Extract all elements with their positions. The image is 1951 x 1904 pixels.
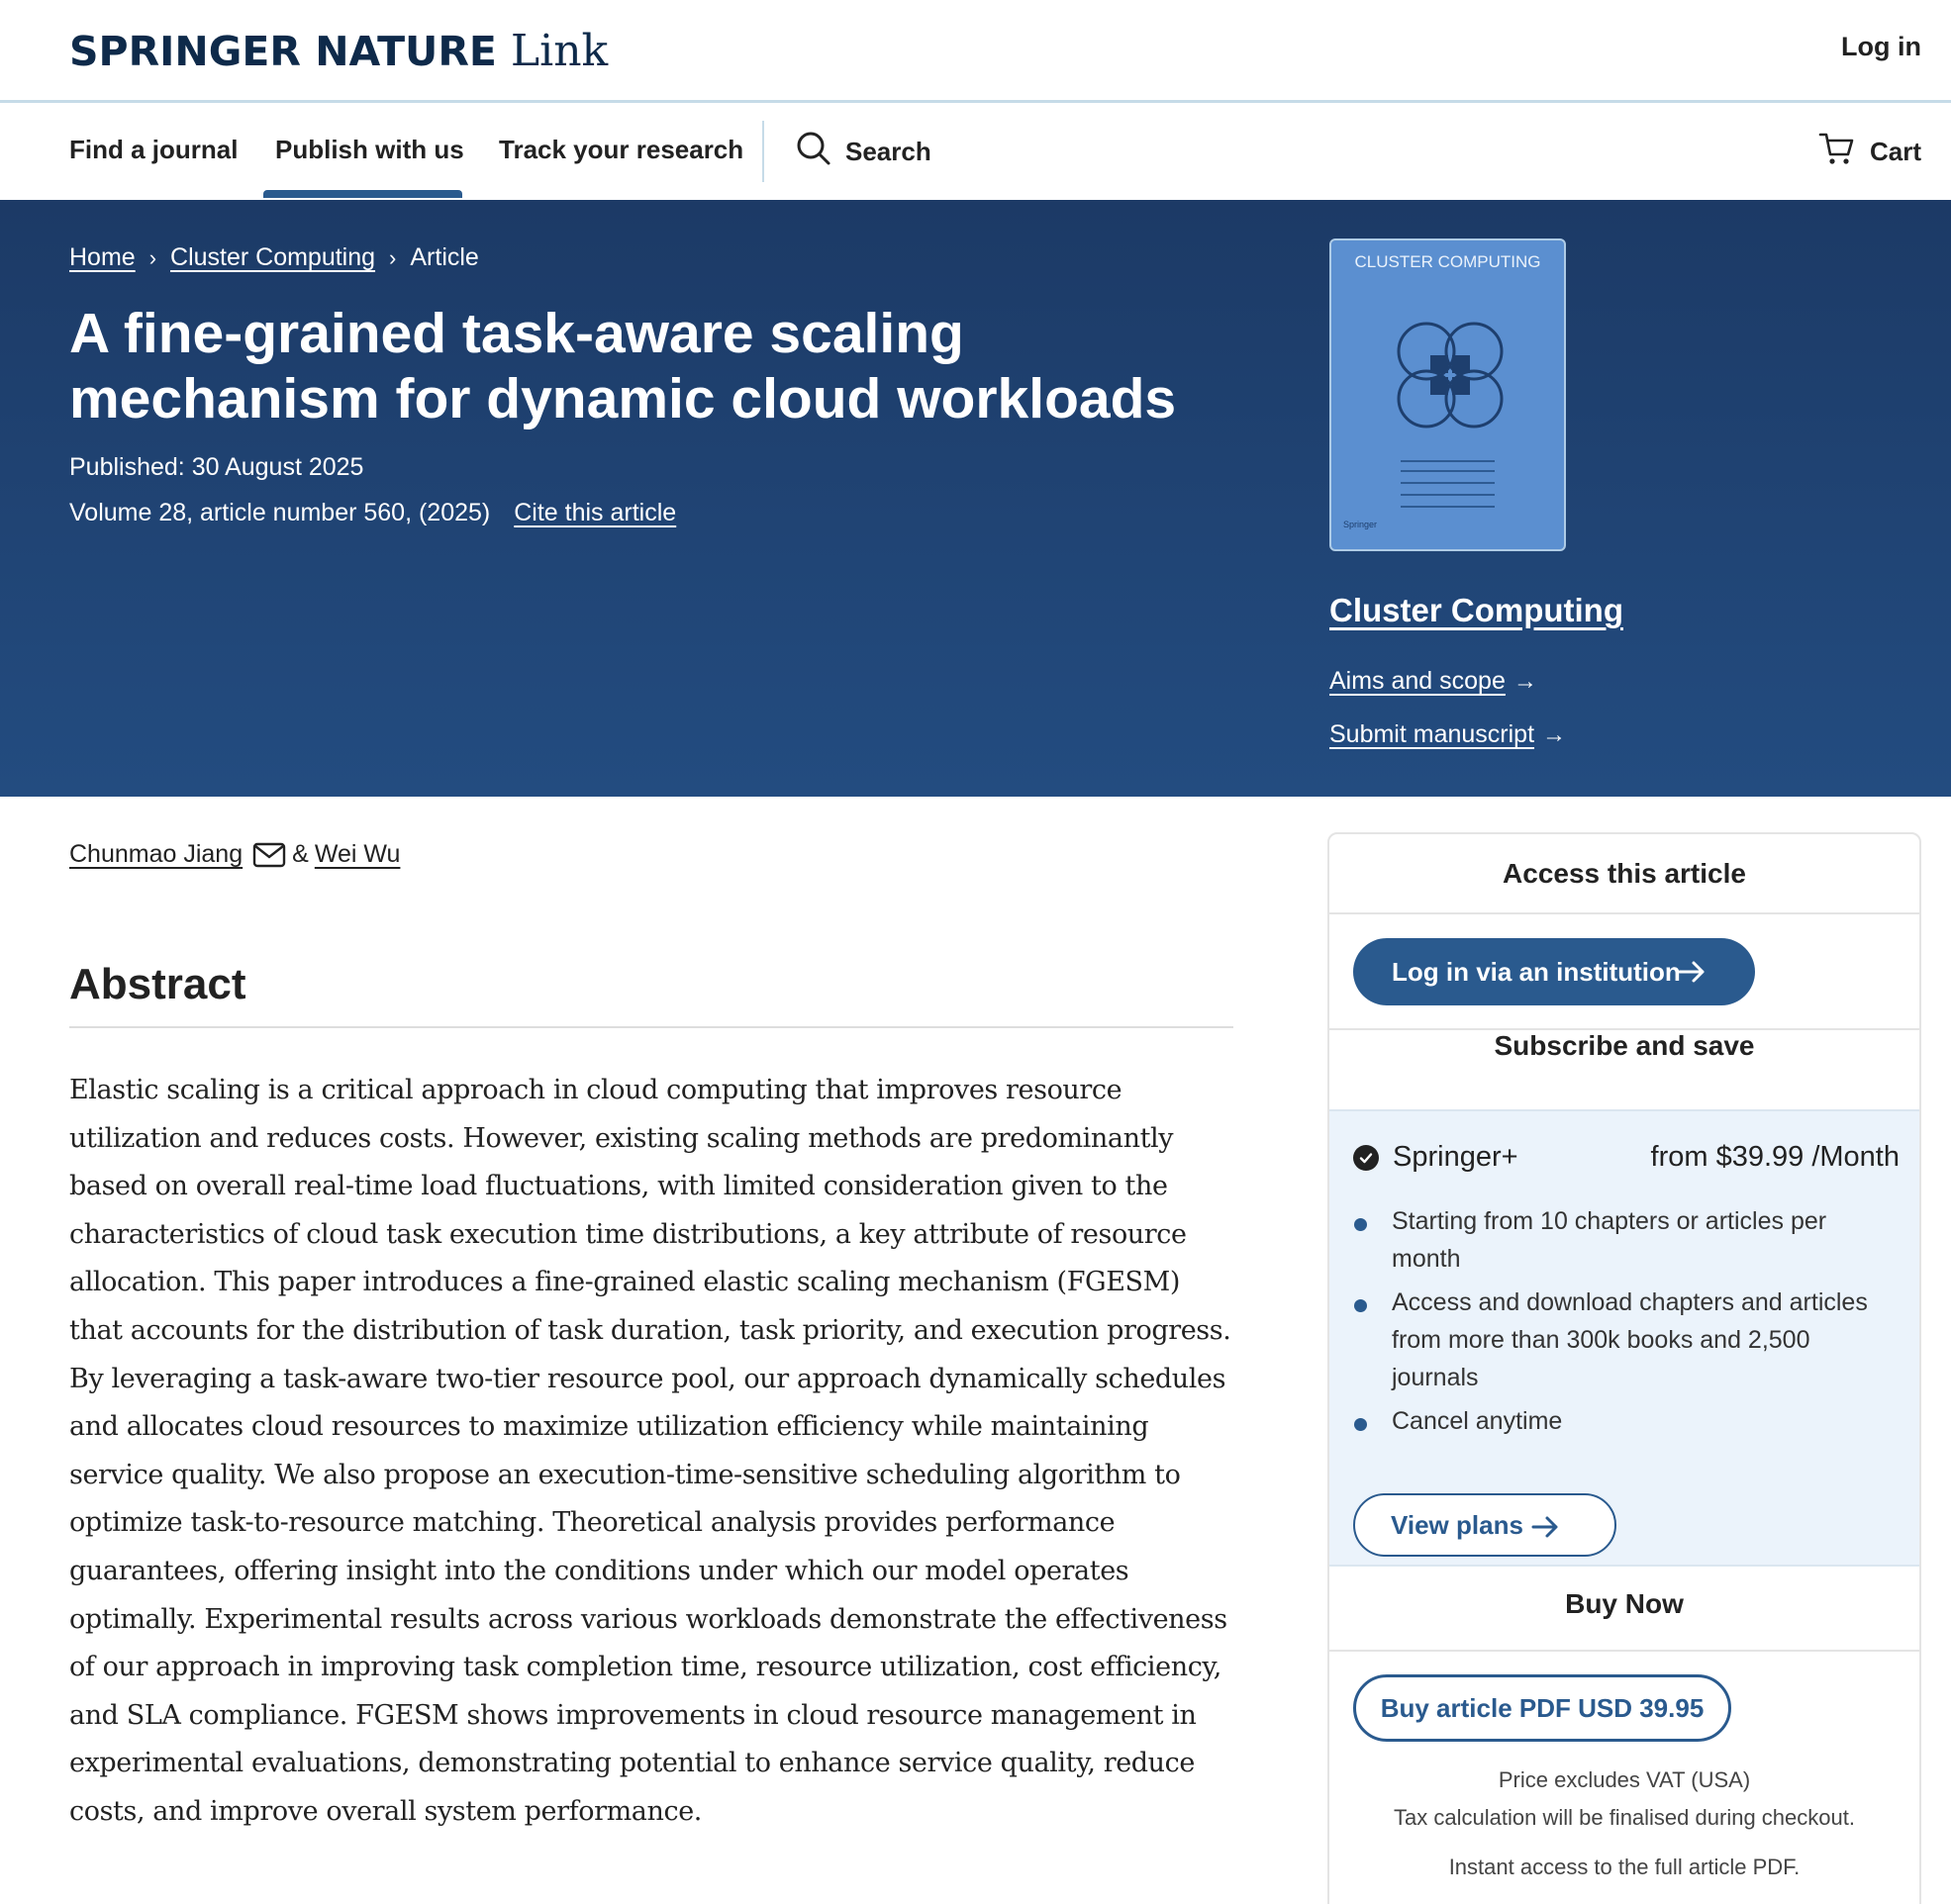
breadcrumb	[69, 243, 479, 272]
email-icon[interactable]	[252, 842, 286, 868]
nav-track-research[interactable]: Track your research	[499, 135, 744, 164]
card-divider	[1329, 1650, 1919, 1652]
buy-pdf-button[interactable]: Buy article PDF USD 39.95	[1353, 1674, 1731, 1742]
arrow-right-icon: →	[1512, 667, 1537, 695]
submit-manuscript-link[interactable]	[1329, 720, 1566, 749]
aims-scope-label: Aims and scope	[1329, 667, 1506, 695]
nav-search[interactable]	[796, 131, 931, 173]
abstract-heading: Abstract	[69, 960, 246, 1008]
arrow-right-icon	[1529, 1511, 1561, 1550]
access-article-card	[1327, 832, 1921, 1904]
cover-text-line	[1401, 494, 1495, 496]
instant-access-note: Instant access to the full article PDF.	[1448, 1855, 1801, 1879]
login-institution-button[interactable]	[1353, 938, 1755, 1005]
login-link[interactable]: Log in	[1841, 32, 1921, 61]
volume-info	[69, 499, 676, 527]
nav-search-label: Search	[845, 137, 931, 166]
plan-row	[1353, 1141, 1900, 1174]
volume-text: Volume 28, article number 560, (2025)	[69, 499, 491, 526]
cover-text-line	[1401, 506, 1495, 508]
view-plans-label: View plans	[1391, 1509, 1523, 1540]
journal-cover-image[interactable]	[1329, 238, 1566, 551]
breadcrumb-current: Article	[410, 243, 479, 271]
plan-price: from $39.99 /Month	[1650, 1141, 1900, 1173]
access-heading: Access this article	[1329, 834, 1919, 914]
cover-text-line	[1401, 482, 1495, 484]
nav-divider	[762, 121, 764, 182]
arrow-right-icon: →	[1542, 720, 1567, 748]
article-title: A fine-grained task-aware scaling mechanism for dynamic cloud workloads	[69, 302, 1177, 430]
abstract-text: Elastic scaling is a critical approach in cloud computing that improves resource utilization and reduces costs. However, existing scaling methods are predominantly based on overall real-time load fluctuations, with limited consideration given to the characteristics of cloud task execution time distributions, a key attribute of resource allocation. This paper introduces a fine-grained elastic scaling mechanism (FGESM) that accounts for the distribution of task duration, task priority, and execution progress. By leveraging a task-aware two-tier resource pool, our approach dynamically schedules and allocates cloud resources to maximize utilization efficiency while maintaining service quality. We also propose an execution-time-sensitive scheduling algorithm to optimize task-to-resource matching. Theoretical analysis provides performance guarantees, offering insight into the conditions under which our model operates optimally. Experimental results across various workloads demonstrate the effectiveness of our approach in improving task completion time, resource utilization, cost efficiency, and SLA compliance. FGESM shows improvements in cloud resource management in experimental evaluations, demonstrating potential to enhance service quality, reduce costs, and improve overall system performance.	[69, 1075, 1231, 1827]
chevron-right-icon: ›	[148, 244, 157, 270]
main-nav	[0, 103, 1951, 200]
journal-name-link[interactable]: Cluster Computing	[1329, 592, 1623, 628]
logo-link-text: Link	[510, 26, 609, 76]
abstract-divider	[69, 1026, 1233, 1028]
submit-manuscript-label: Submit manuscript	[1329, 720, 1535, 748]
cite-article-link[interactable]: Cite this article	[514, 499, 677, 526]
article-hero	[0, 200, 1951, 797]
nav-cart[interactable]	[1818, 131, 1921, 173]
published-date: Published: 30 August 2025	[69, 453, 364, 481]
cover-text-line	[1401, 460, 1495, 462]
author-link[interactable]: Wei Wu	[314, 840, 401, 868]
cart-icon	[1818, 131, 1870, 173]
nav-publish-with-us[interactable]: Publish with us	[275, 135, 464, 164]
aims-scope-link[interactable]	[1329, 667, 1537, 696]
author-link[interactable]: Chunmao Jiang	[69, 840, 244, 868]
springer-nature-link-logo[interactable]	[69, 26, 608, 76]
author-list	[69, 840, 400, 869]
cover-text-line	[1401, 470, 1495, 472]
springer-plus-plan	[1329, 1109, 1919, 1567]
login-institution-label: Log in via an institution	[1392, 956, 1681, 987]
view-plans-button[interactable]	[1353, 1493, 1616, 1557]
top-bar	[0, 0, 1951, 103]
nav-find-journal[interactable]: Find a journal	[69, 135, 239, 164]
list-item: Access and download chapters and articles from more than 300k books and 2,500 journals	[1353, 1284, 1888, 1396]
buy-now-heading: Buy Now	[1565, 1588, 1684, 1619]
tax-note: Tax calculation will be finalised during checkout.	[1394, 1805, 1855, 1830]
check-circle-icon	[1353, 1145, 1379, 1171]
cover-title: CLUSTER COMPUTING	[1354, 252, 1541, 271]
search-icon	[796, 131, 845, 173]
chevron-right-icon: ›	[389, 244, 397, 270]
vat-note: Price excludes VAT (USA)	[1498, 1767, 1751, 1792]
breadcrumb-home[interactable]: Home	[69, 243, 136, 271]
author-separator: &	[292, 840, 309, 868]
breadcrumb-journal[interactable]: Cluster Computing	[170, 243, 376, 271]
list-item: Starting from 10 chapters or articles per month	[1353, 1202, 1888, 1278]
cover-emblem-icon	[1393, 318, 1508, 432]
nav-active-indicator	[263, 190, 462, 198]
logo-brand-text: SPRINGER NATURE	[69, 28, 497, 75]
arrow-right-icon	[1676, 956, 1707, 995]
plan-benefits	[1353, 1202, 1888, 1446]
nav-cart-label: Cart	[1869, 137, 1921, 166]
plan-name: Springer+	[1393, 1141, 1518, 1173]
list-item: Cancel anytime	[1353, 1402, 1888, 1440]
subscribe-heading: Subscribe and save	[1494, 1030, 1755, 1061]
cover-publisher: Springer	[1343, 520, 1378, 529]
